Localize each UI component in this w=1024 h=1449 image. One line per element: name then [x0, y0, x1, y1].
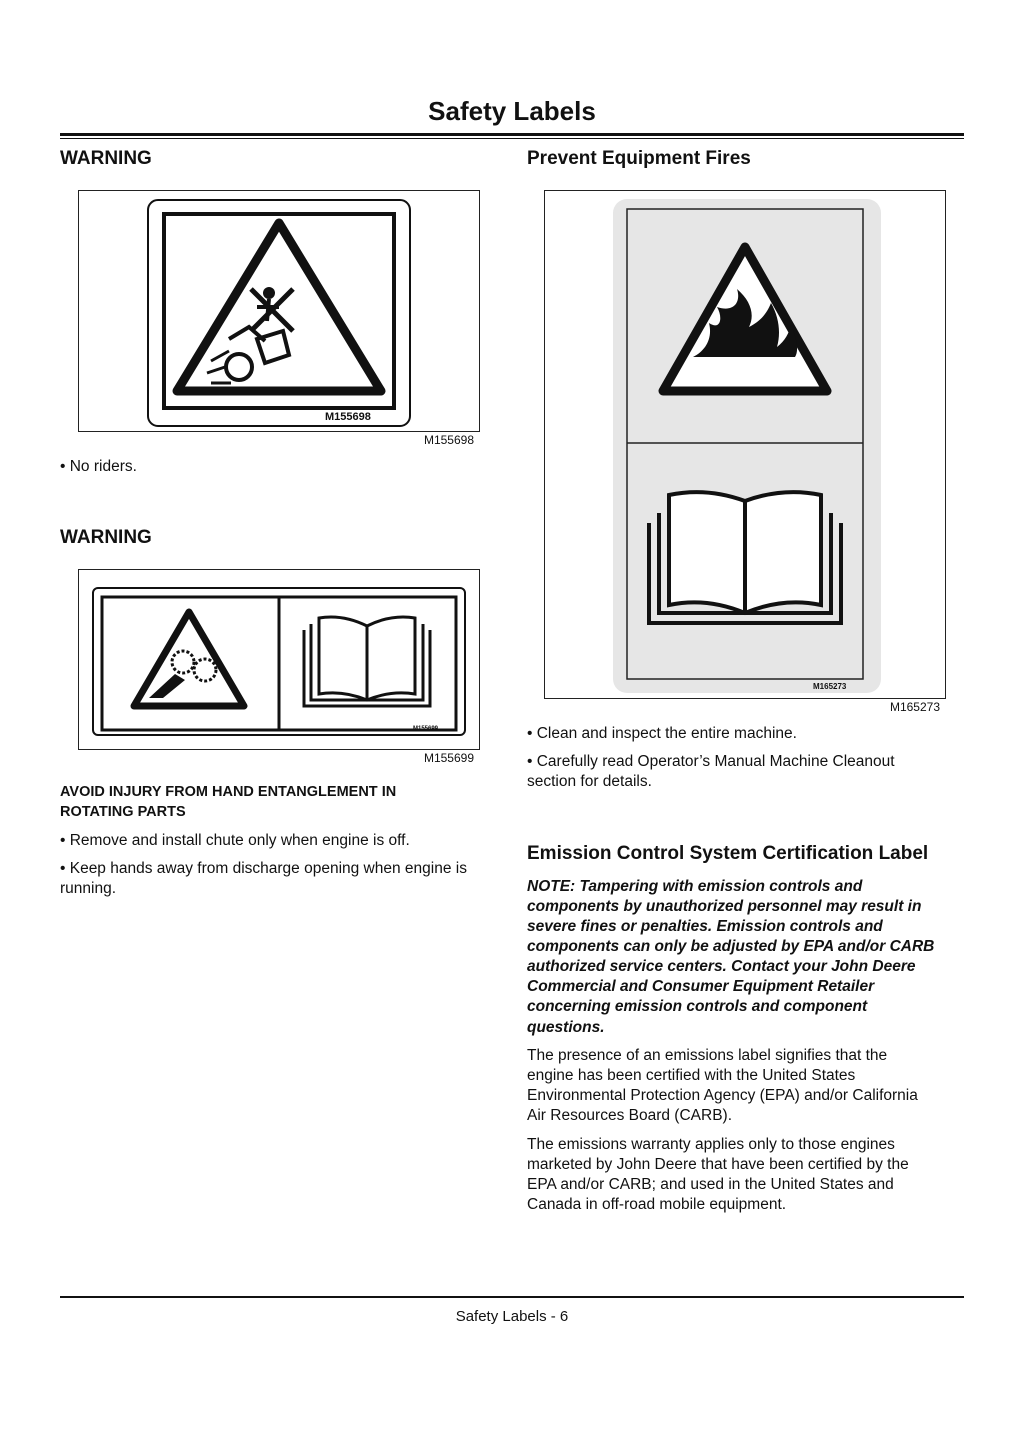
emission-para1-line: engine has been certified with the United States	[527, 1067, 856, 1084]
emission-para1-line: The presence of an emissions label signifies that the	[527, 1047, 888, 1064]
emission-note-line: questions.	[527, 1019, 605, 1036]
bullet-read-manual-cont: section for details.	[527, 773, 652, 790]
footer-rule	[60, 1296, 964, 1298]
read-manual-icon	[304, 617, 430, 706]
emission-note-line: Commercial and Consumer Equipment Retailer	[527, 978, 875, 995]
title-rule	[60, 133, 964, 136]
bullet-keep-hands-away: • Keep hands away from discharge opening when engine is	[60, 860, 467, 877]
page-footer: Safety Labels - 6	[455, 1308, 569, 1325]
emission-para1-line: Environmental Protection Agency (EPA) and/or California	[527, 1087, 918, 1104]
figure-id-m165273: M165273	[889, 700, 940, 714]
emission-note-line: components can only be adjusted by EPA and/or CARB	[527, 938, 935, 955]
no-riders-label-code: M155698	[325, 411, 371, 423]
warning-heading-2: WARNING	[60, 527, 152, 548]
emission-para2-line: The emissions warranty applies only to those engines	[527, 1136, 895, 1153]
page-title: Safety Labels	[428, 96, 596, 126]
no-riders-warning-icon	[177, 223, 381, 391]
emission-note-line: severe fines or penalties. Emission controls and	[527, 918, 883, 935]
emission-note-line: concerning emission controls and component	[527, 998, 868, 1015]
emission-para1-line: Air Resources Board (CARB).	[527, 1107, 733, 1124]
fires-heading: Prevent Equipment Fires	[527, 148, 751, 169]
bullet-read-manual: • Carefully read Operator’s Manual Machine Cleanout	[527, 753, 895, 770]
title-rule-thin	[60, 138, 964, 139]
hand-entanglement-label-code: M155699	[413, 726, 439, 732]
entanglement-caps-line-1: AVOID INJURY FROM HAND ENTANGLEMENT IN	[60, 784, 397, 800]
figure-id-m155699: M155699	[423, 751, 474, 765]
fire-label-code: M165273	[813, 682, 847, 691]
entanglement-caps-line-2: ROTATING PARTS	[60, 804, 186, 820]
bullet-clean-inspect: • Clean and inspect the entire machine.	[527, 725, 797, 742]
hand-entanglement-figure	[78, 569, 480, 750]
emission-note-line: NOTE: Tampering with emission controls and	[527, 878, 863, 895]
no-riders-figure	[78, 190, 480, 432]
emission-note-line: authorized service centers. Contact your John Deere	[527, 958, 916, 975]
read-manual-icon	[649, 492, 841, 623]
hand-entanglement-warning-icon	[134, 612, 244, 706]
figure-id-m155698: M155698	[423, 433, 474, 447]
bullet-remove-chute: • Remove and install chute only when engine is off.	[60, 832, 410, 849]
warning-heading-1: WARNING	[60, 148, 152, 169]
emission-para2-line: marketed by John Deere that have been certified by the	[527, 1156, 909, 1173]
emission-para2-line: EPA and/or CARB; and used in the United States and	[527, 1176, 894, 1193]
bullet-keep-hands-away-cont: running.	[60, 880, 117, 897]
bullet-no-riders: • No riders.	[60, 458, 137, 475]
emission-para2-line: Canada in off-road mobile equipment.	[527, 1196, 787, 1213]
emission-heading: Emission Control System Certification Label	[527, 843, 929, 864]
fire-figure	[544, 190, 946, 699]
emission-note-line: components by unauthorized personnel may result in	[527, 898, 922, 915]
